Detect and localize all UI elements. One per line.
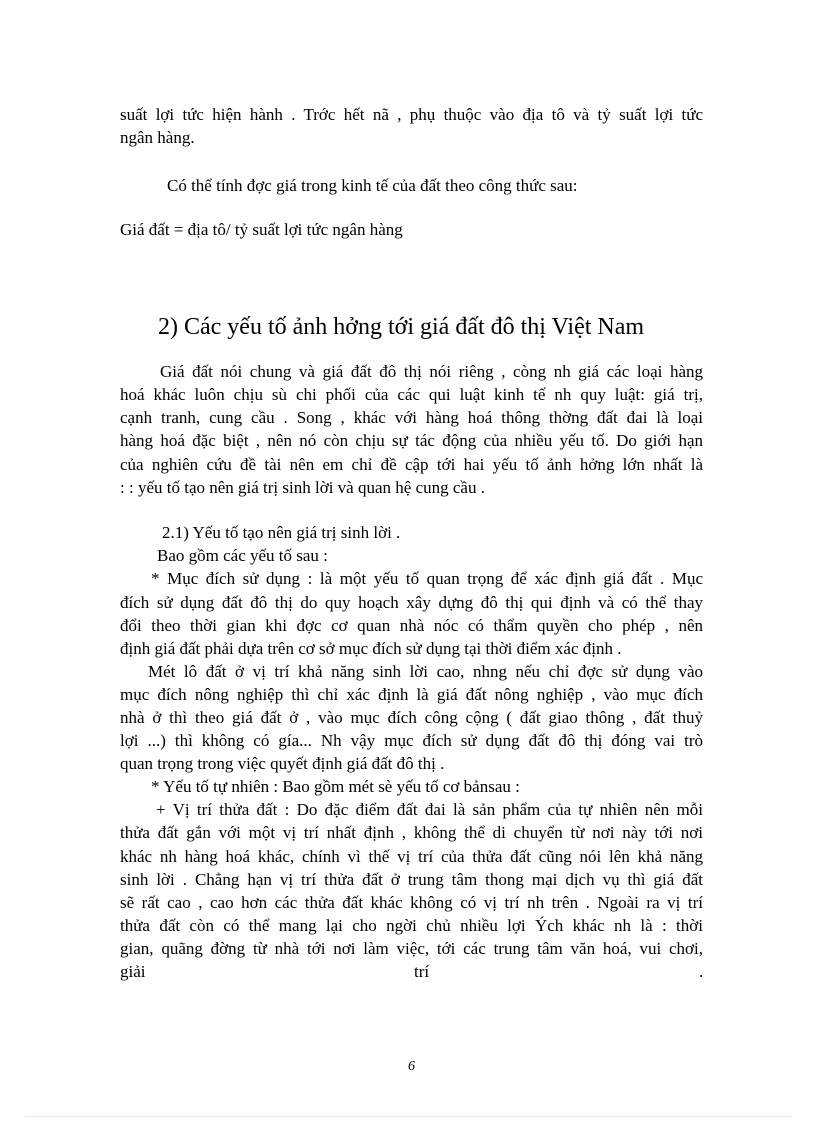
text-line: lợi ...) thì không có gía... Nh vậy mục đích sử dụng đất đô thị đóng vai trò <box>120 731 703 750</box>
footer-divider <box>25 1116 791 1117</box>
text-line: sẽ rất cao , cao hơn các thửa đất khác không có vị trí nh trên . Ngoài ra vị trí <box>120 893 703 912</box>
text-line: hoá khác luôn chịu sù chi phối của các qui luật kinh tế nh quy luật: giá trị, <box>120 385 703 404</box>
text-line: Bao gồm các yếu tố sau : <box>157 546 328 565</box>
text-line: * Mục đích sử dụng : là một yếu tố quan trọng để xác định giá đất . Mục <box>151 569 703 588</box>
text-line: hàng hoá đặc biệt , nên nó còn chịu sự tác động của nhiều yếu tố. Do giới hạn <box>120 431 703 450</box>
text-line: quan trọng trong việc quyết định giá đất đô thị . <box>120 754 445 773</box>
text-line: của nghiên cứu đề tài nên em chỉ đề cập tới hai yếu tố ảnh hởng lớn nhất là <box>120 455 703 474</box>
text-line: * Yếu tố tự nhiên : Bao gồm mét sè yếu tố cơ bảnsau : <box>151 777 520 796</box>
text-line: mục đích nông nghiệp thì chỉ xác định là giá đất nông nghiệp , vào mục đích <box>120 685 703 704</box>
text-line: đích sử dụng đất đô thị do quy hoạch xây dựng đô thị qui định và có thể thay <box>120 593 703 612</box>
text-line: gian, quãng đờng từ nhà tới nơi làm việc, tới các trung tâm văn hoá, vui chơi, <box>120 939 703 958</box>
formula: Giá đất = địa tô/ tỷ suất lợi tức ngân hàng <box>120 220 403 239</box>
text-line: Mét lô đất ở vị trí khả năng sinh lời cao, nhng nếu chỉ đợc sử dụng vào <box>148 662 703 681</box>
text-line: ngân hàng. <box>120 128 195 147</box>
text-line: suất lợi tức hiện hành . Trớc hết nã , phụ thuộc vào địa tô và tỷ suất lợi tức <box>120 105 703 124</box>
text-line: khác nh hàng hoá khác, chính vì thế vị trí của thửa đất cũng nói lên khả năng <box>120 847 703 866</box>
text-line: trí <box>414 962 430 981</box>
text-line: đổi theo thời gian khi đợc cơ quan nhà nóc có thẩm quyền cho phép , nên <box>120 616 703 635</box>
text-line: . <box>699 962 704 981</box>
text-line: nhà ở thì theo giá đất ở , vào mục đích công cộng ( đất giao thông , đất thuỷ <box>120 708 703 727</box>
text-line: thửa đất còn có thể mang lại cho ngời chủ nhiều lợi Ých khác nh là : thời <box>120 916 703 935</box>
text-line: thửa đất gắn với một vị trí nhất định , không thể di chuyển từ nơi này tới nơi <box>120 823 703 842</box>
formula-intro: Có thể tính đợc giá trong kinh tế của đất theo công thức sau: <box>167 176 578 195</box>
sub-heading: 2.1) Yếu tố tạo nên giá trị sinh lời . <box>162 523 401 542</box>
section-heading: 2) Các yếu tố ảnh hởng tới giá đất đô thị Việt Nam <box>158 314 645 340</box>
text-line: định giá đất phải dựa trên cơ sở mục đích sử dụng tại thời điểm xác định . <box>120 639 622 658</box>
text-line: sinh lời . Chẳng hạn vị trí thửa đất ở trung tâm thong mại dịch vụ thì giá đất <box>120 870 703 889</box>
page-number: 6 <box>408 1059 415 1074</box>
text-line: + Vị trí thửa đất : Do đặc điểm đất đai là sản phẩm của tự nhiên nên mỗi <box>156 800 703 819</box>
text-line: cạnh tranh, cung cầu . Song , khác với hàng hoá thông thờng đất đai là loại <box>120 408 703 427</box>
text-line: Giá đất nói chung và giá đất đô thị nói riêng , còng nh giá các loại hàng <box>160 362 703 381</box>
text-line: giải <box>120 962 146 981</box>
text-line: : : yếu tố tạo nên giá trị sinh lời và quan hệ cung cầu . <box>120 478 485 497</box>
